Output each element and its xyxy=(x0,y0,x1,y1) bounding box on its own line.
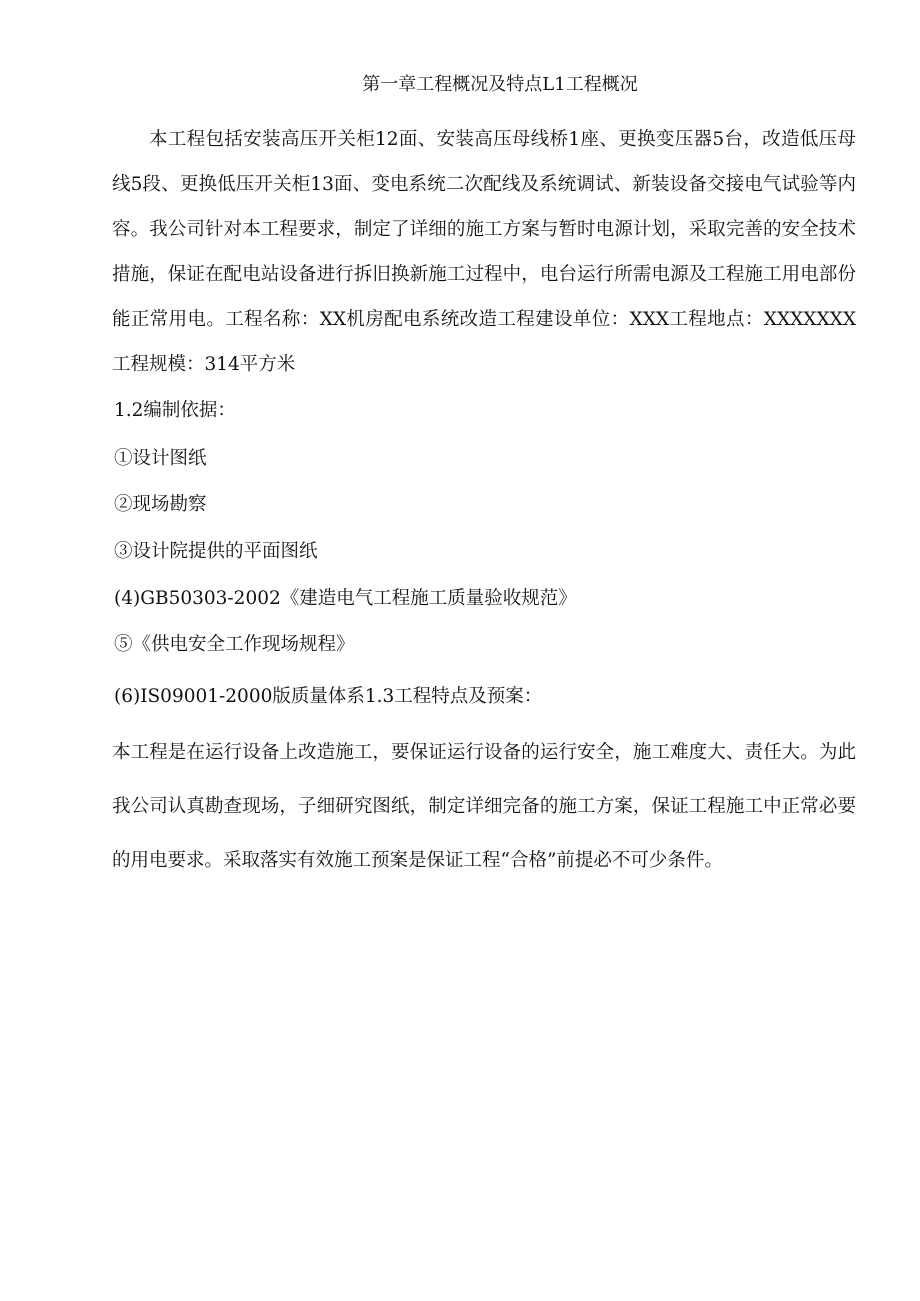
basis-item-6: (6)IS09001-2000版质量体系1.3工程特点及预案： xyxy=(114,686,543,707)
basis-item-1: ①设计图纸 xyxy=(114,448,207,469)
basis-item-3: ③设计院提供的平面图纸 xyxy=(114,541,318,562)
chapter-title: 第一章工程概况及特点L1工程概况 xyxy=(362,74,638,95)
basis-item-2: ②现场勘察 xyxy=(114,494,207,515)
basis-heading: 1.2编制依据： xyxy=(114,400,236,421)
basis-item-4: (4)GB50303-2002《建造电气工程施工质量验收规范》 xyxy=(114,588,577,609)
basis-item-5: ⑤《供电安全工作现场规程》 xyxy=(114,634,355,655)
features-paragraph: 本工程是在运行设备上改造施工，要保证运行设备的运行安全，施工难度大、责任大。为此我公司认真勘查现场，子细研究图纸，制定详细完备的施工方案，保证工程施工中正常必要的用电要求。采取落实有效施工预案是保证工程“合格”前提必不可少条件。 xyxy=(112,742,856,871)
overview-paragraph: 本工程包括安装高压开关柜12面、安装高压母线桥1座、更换变压器5台，改造低压母线5段、更换低压开关柜13面、变电系统二次配线及系统调试、新装设备交接电气试验等内容。我公司针对本工程要求，制定了详细的施工方案与暂时电源计划，采取完善的安全技术措施，保证在配电站设备进行拆旧换新施工过程中，电台运行所需电源及工程施工用电部份能正常用电。工程名称：XX机房配电系统改造工程建设单位：XXX工程地点：XXXXXXX工程规模：314平方米 xyxy=(112,129,856,375)
